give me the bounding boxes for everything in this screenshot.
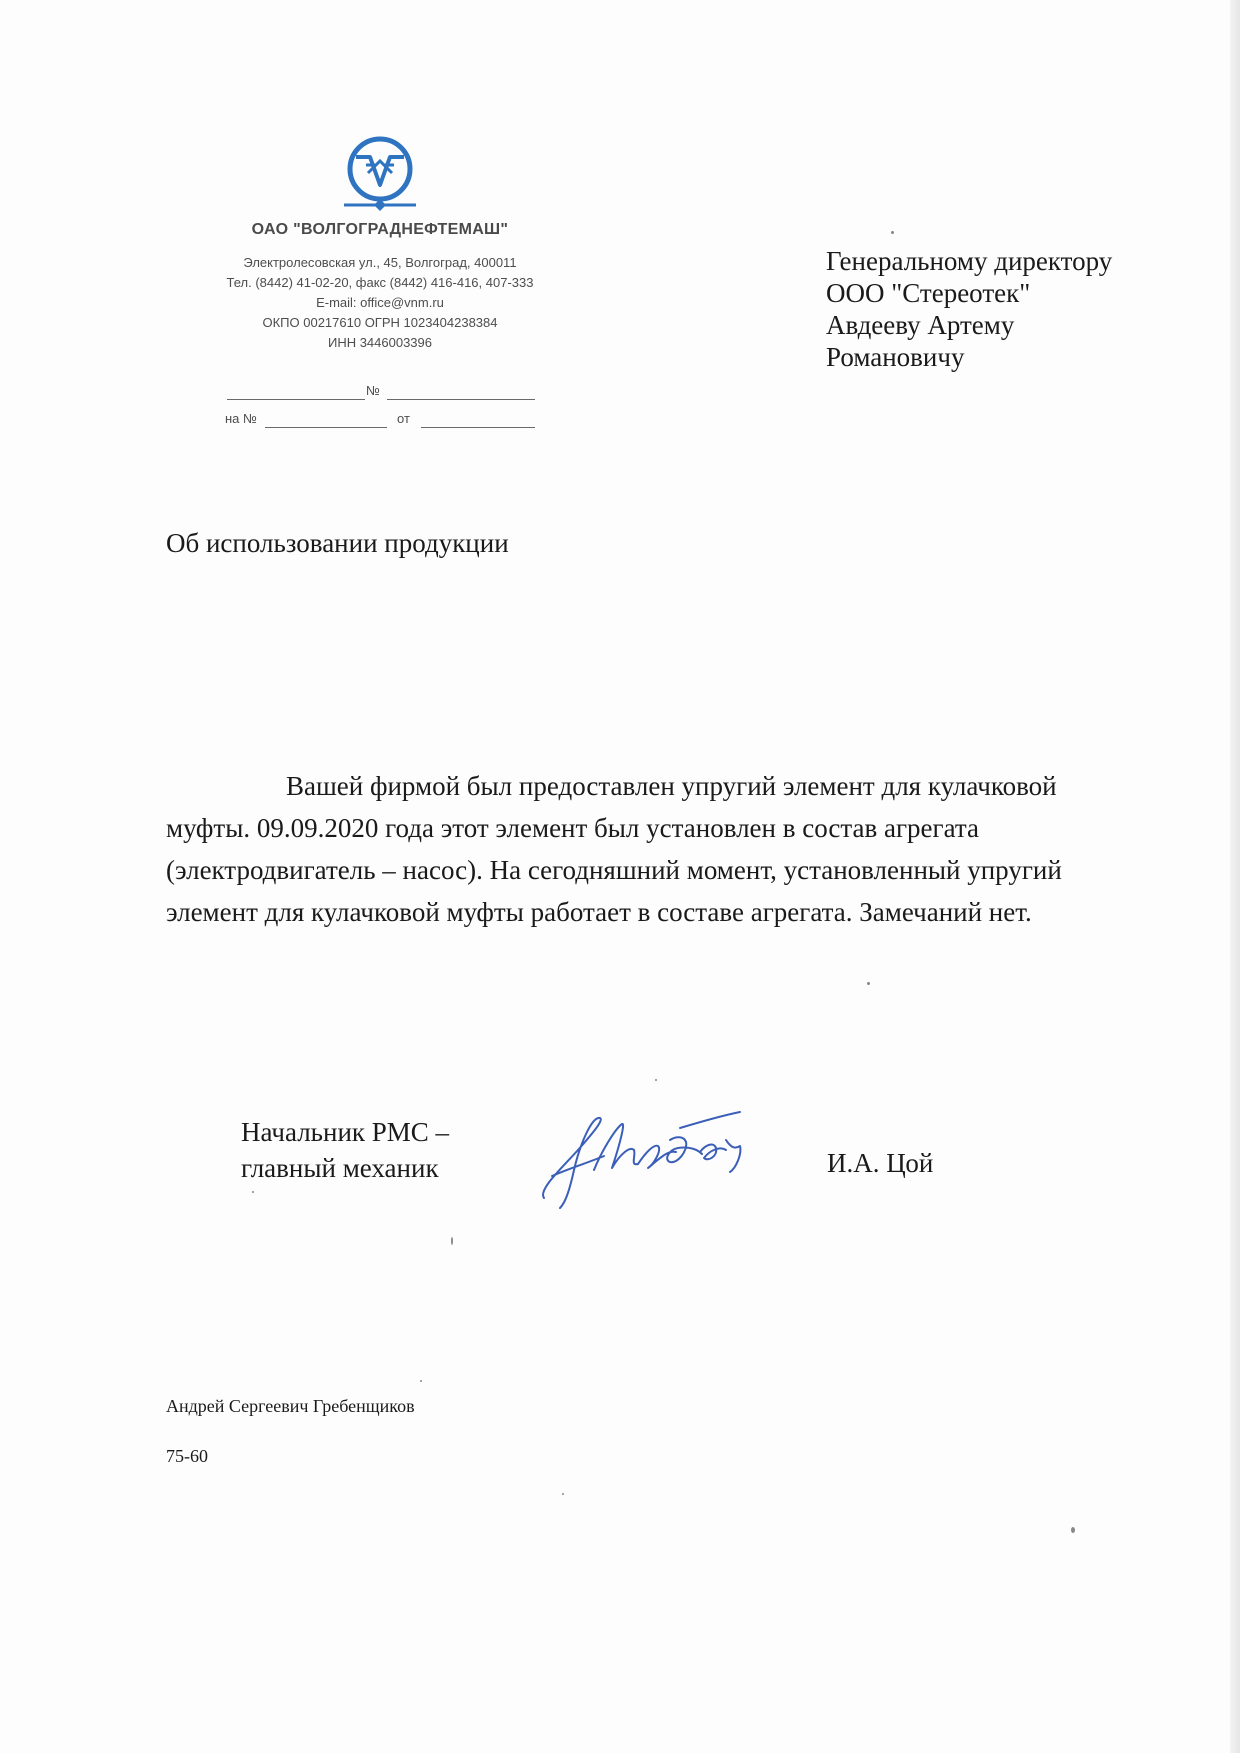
scan-speck [1071, 1527, 1075, 1533]
scan-speck [867, 982, 870, 985]
signatory-title-line-1: Начальник РМС – [241, 1117, 450, 1147]
from-date-blank [421, 413, 535, 428]
addressee-line-3: Авдееву Артему [826, 310, 1015, 340]
vnm-logo-icon [340, 135, 420, 215]
letterhead [180, 135, 580, 353]
addressee-line-1: Генеральному директору [826, 246, 1113, 276]
addressee-line-2: ООО "Стереотек" [826, 278, 1031, 308]
company-inn: ИНН 3446003396 [327, 335, 433, 350]
scan-speck [655, 1079, 657, 1081]
addressee-line-4: Романовичу [826, 342, 965, 372]
date-blank [227, 385, 365, 400]
signatory-title-line-2: главный механик [241, 1153, 439, 1183]
outgoing-number-row [225, 385, 535, 411]
signatory-title [241, 1114, 449, 1186]
scan-speck [451, 1237, 453, 1245]
registration-lines [225, 385, 535, 437]
addressee [826, 245, 1112, 373]
scan-speck [891, 231, 894, 234]
reply-number-row [225, 411, 535, 437]
page-edge [1230, 0, 1240, 1753]
letter-body: Вашей фирмой был предоставлен упругий элемент для кулачковой муфты. 09.09.2020 года этот элемент был установлен в состав агрегата (электродвигатель – насос). На сегодняшний момент, установленный упругий элемент для кулачковой муфты работает в составе агрегата. Замечаний нет. [166, 771, 1062, 927]
company-phones: Тел. (8442) 41-02-20, факс (8442) 416-416, 407-333 [226, 275, 534, 290]
performer-phone: 75-60 [166, 1446, 208, 1466]
reply-label: на № [225, 411, 257, 426]
company-email: E-mail: office@vnm.ru [316, 295, 444, 310]
number-label: № [366, 383, 380, 398]
signatory-name: И.А. Цой [827, 1148, 934, 1178]
company-address: Электролесовская ул., 45, Волгоград, 400011 [243, 255, 517, 270]
number-blank [387, 385, 535, 400]
from-label: от [397, 411, 410, 426]
performer-name: Андрей Сергеевич Гребенщиков [166, 1396, 415, 1416]
scan-speck [562, 1493, 564, 1495]
scan-speck [252, 1191, 254, 1193]
letter-subject: Об использовании продукции [166, 528, 509, 558]
handwritten-signature-icon [530, 1110, 770, 1220]
company-codes: ОКПО 00217610 ОГРН 1023404238384 [262, 315, 498, 330]
scan-speck [420, 1380, 422, 1382]
reply-number-blank [265, 413, 387, 428]
company-name: ОАО "ВОЛГОГРАДНЕФТЕМАШ" [251, 221, 509, 238]
